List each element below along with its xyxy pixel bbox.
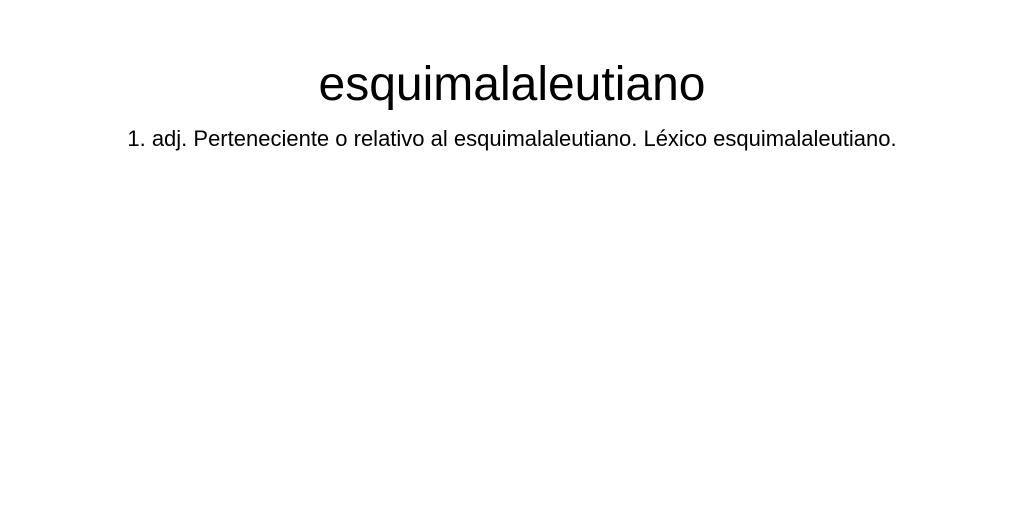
entry-headword: esquimalaleutiano bbox=[318, 58, 706, 111]
dictionary-entry bbox=[0, 0, 1024, 153]
entry-definition: 1. adj. Perteneciente o relativo al esquimalaleutiano. Léxico esquimalaleutiano. bbox=[127, 126, 897, 151]
